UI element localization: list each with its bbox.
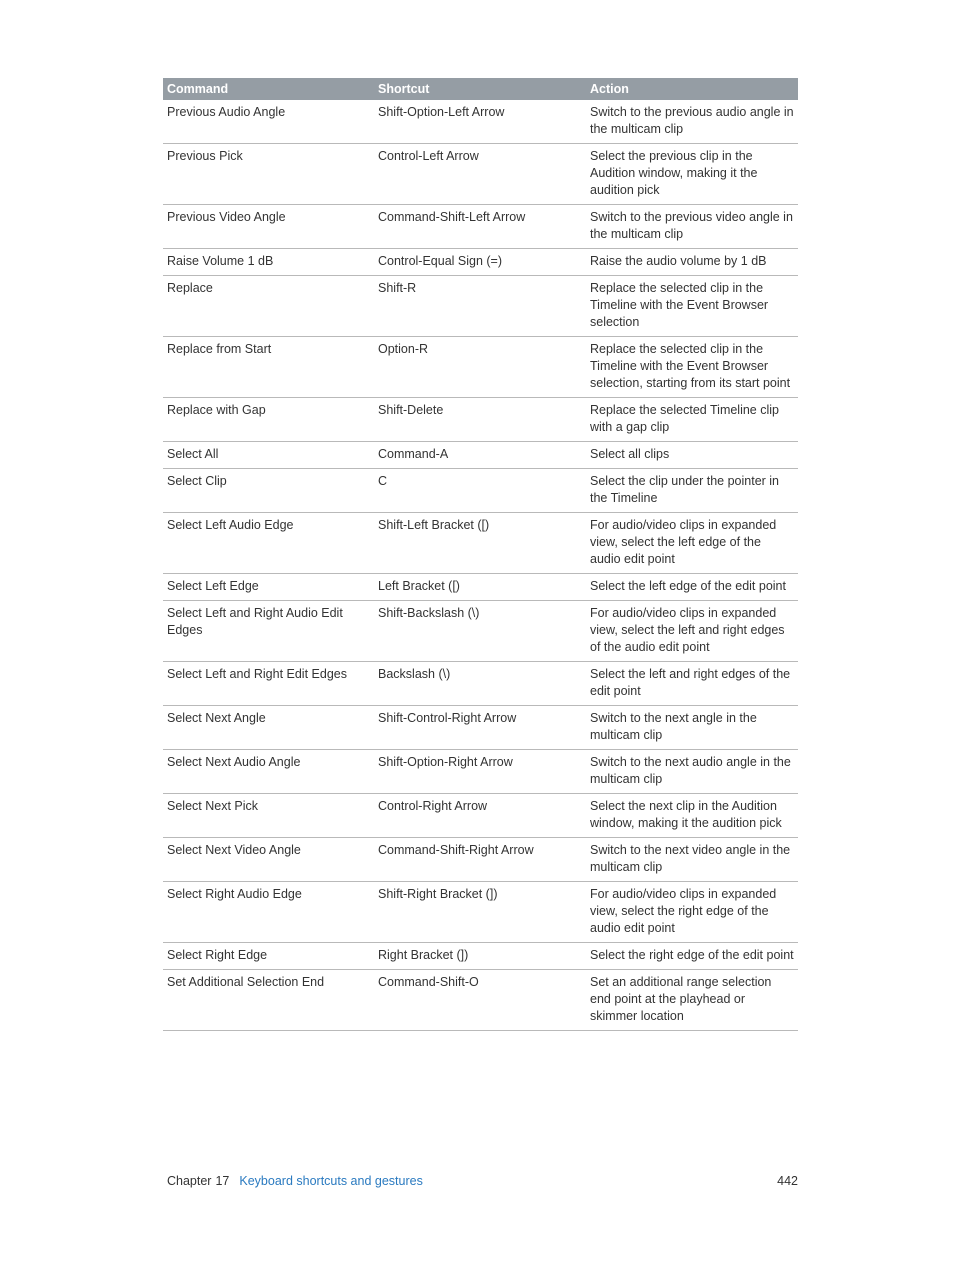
chapter-label: Chapter xyxy=(167,1174,212,1188)
shortcut-cell: Shift-Backslash (\) xyxy=(374,601,586,662)
shortcut-cell: Option-R xyxy=(374,337,586,398)
table-row xyxy=(163,794,798,838)
table-row xyxy=(163,205,798,249)
shortcut-cell: Command-Shift-Left Arrow xyxy=(374,205,586,249)
table-row xyxy=(163,943,798,970)
command-cell: Previous Pick xyxy=(163,144,374,205)
table-row xyxy=(163,838,798,882)
action-cell: Select the clip under the pointer in the Timeline xyxy=(586,469,798,513)
shortcut-cell: Left Bracket ([) xyxy=(374,574,586,601)
shortcut-cell: Shift-Option-Right Arrow xyxy=(374,750,586,794)
table-row xyxy=(163,574,798,601)
command-cell: Select Left and Right Edit Edges xyxy=(163,662,374,706)
table-row xyxy=(163,601,798,662)
shortcut-cell: Shift-Control-Right Arrow xyxy=(374,706,586,750)
action-cell: Select the previous clip in the Audition window, making it the audition pick xyxy=(586,144,798,205)
command-cell: Select Right Edge xyxy=(163,943,374,970)
action-cell: Replace the selected clip in the Timeline with the Event Browser selection, starting from its start point xyxy=(586,337,798,398)
column-header-command: Command xyxy=(163,78,374,100)
shortcut-cell: Shift-Delete xyxy=(374,398,586,442)
action-cell: Select the right edge of the edit point xyxy=(586,943,798,970)
column-header-shortcut: Shortcut xyxy=(374,78,586,100)
action-cell: For audio/video clips in expanded view, select the right edge of the audio edit point xyxy=(586,882,798,943)
table-row xyxy=(163,249,798,276)
action-cell: Replace the selected clip in the Timeline with the Event Browser selection xyxy=(586,276,798,337)
command-cell: Previous Video Angle xyxy=(163,205,374,249)
table-row xyxy=(163,337,798,398)
table-row xyxy=(163,398,798,442)
action-cell: Raise the audio volume by 1 dB xyxy=(586,249,798,276)
table-row xyxy=(163,662,798,706)
command-cell: Previous Audio Angle xyxy=(163,100,374,144)
action-cell: Switch to the previous audio angle in the multicam clip xyxy=(586,100,798,144)
shortcut-cell: Command-Shift-Right Arrow xyxy=(374,838,586,882)
shortcut-cell: Command-Shift-O xyxy=(374,970,586,1031)
action-cell: For audio/video clips in expanded view, select the left edge of the audio edit point xyxy=(586,513,798,574)
command-cell: Select Next Pick xyxy=(163,794,374,838)
command-cell: Select Next Audio Angle xyxy=(163,750,374,794)
table-row xyxy=(163,100,798,144)
column-header-action: Action xyxy=(586,78,798,100)
shortcut-cell: Shift-Option-Left Arrow xyxy=(374,100,586,144)
table-row xyxy=(163,513,798,574)
shortcut-cell: Right Bracket (]) xyxy=(374,943,586,970)
table-row xyxy=(163,750,798,794)
table-row xyxy=(163,882,798,943)
action-cell: Switch to the previous video angle in the multicam clip xyxy=(586,205,798,249)
shortcut-cell: Shift-Right Bracket (]) xyxy=(374,882,586,943)
action-cell: Set an additional range selection end point at the playhead or skimmer location xyxy=(586,970,798,1031)
shortcut-cell: Control-Right Arrow xyxy=(374,794,586,838)
command-cell: Raise Volume 1 dB xyxy=(163,249,374,276)
table-header xyxy=(163,78,798,100)
command-cell: Select Next Angle xyxy=(163,706,374,750)
command-cell: Select All xyxy=(163,442,374,469)
table-row xyxy=(163,144,798,205)
shortcut-cell: Control-Left Arrow xyxy=(374,144,586,205)
chapter-number: 17 xyxy=(215,1174,230,1188)
command-cell: Select Right Audio Edge xyxy=(163,882,374,943)
shortcut-cell: Control-Equal Sign (=) xyxy=(374,249,586,276)
command-cell: Select Left Edge xyxy=(163,574,374,601)
shortcuts-table xyxy=(163,78,798,1031)
action-cell: Switch to the next audio angle in the multicam clip xyxy=(586,750,798,794)
shortcut-cell: Command-A xyxy=(374,442,586,469)
table-row xyxy=(163,442,798,469)
table-header-row xyxy=(163,78,798,100)
table-row xyxy=(163,469,798,513)
command-cell: Replace with Gap xyxy=(163,398,374,442)
command-cell: Select Left Audio Edge xyxy=(163,513,374,574)
command-cell: Select Clip xyxy=(163,469,374,513)
table-row xyxy=(163,706,798,750)
shortcut-cell: C xyxy=(374,469,586,513)
action-cell: Select the left and right edges of the edit point xyxy=(586,662,798,706)
shortcut-cell: Shift-R xyxy=(374,276,586,337)
table-body xyxy=(163,100,798,1031)
action-cell: Switch to the next video angle in the multicam clip xyxy=(586,838,798,882)
table-row xyxy=(163,276,798,337)
table-row xyxy=(163,970,798,1031)
command-cell: Replace from Start xyxy=(163,337,374,398)
shortcut-cell: Shift-Left Bracket ([) xyxy=(374,513,586,574)
page-footer xyxy=(167,1172,798,1190)
page-number: 442 xyxy=(777,1174,798,1188)
action-cell: Switch to the next angle in the multicam clip xyxy=(586,706,798,750)
command-cell: Set Additional Selection End xyxy=(163,970,374,1031)
action-cell: Replace the selected Timeline clip with a gap clip xyxy=(586,398,798,442)
action-cell: Select the next clip in the Audition window, making it the audition pick xyxy=(586,794,798,838)
command-cell: Replace xyxy=(163,276,374,337)
shortcut-cell: Backslash (\) xyxy=(374,662,586,706)
command-cell: Select Next Video Angle xyxy=(163,838,374,882)
chapter-title-link[interactable]: Keyboard shortcuts and gestures xyxy=(239,1174,423,1188)
action-cell: For audio/video clips in expanded view, select the left and right edges of the audio edit point xyxy=(586,601,798,662)
command-cell: Select Left and Right Audio Edit Edges xyxy=(163,601,374,662)
action-cell: Select all clips xyxy=(586,442,798,469)
action-cell: Select the left edge of the edit point xyxy=(586,574,798,601)
